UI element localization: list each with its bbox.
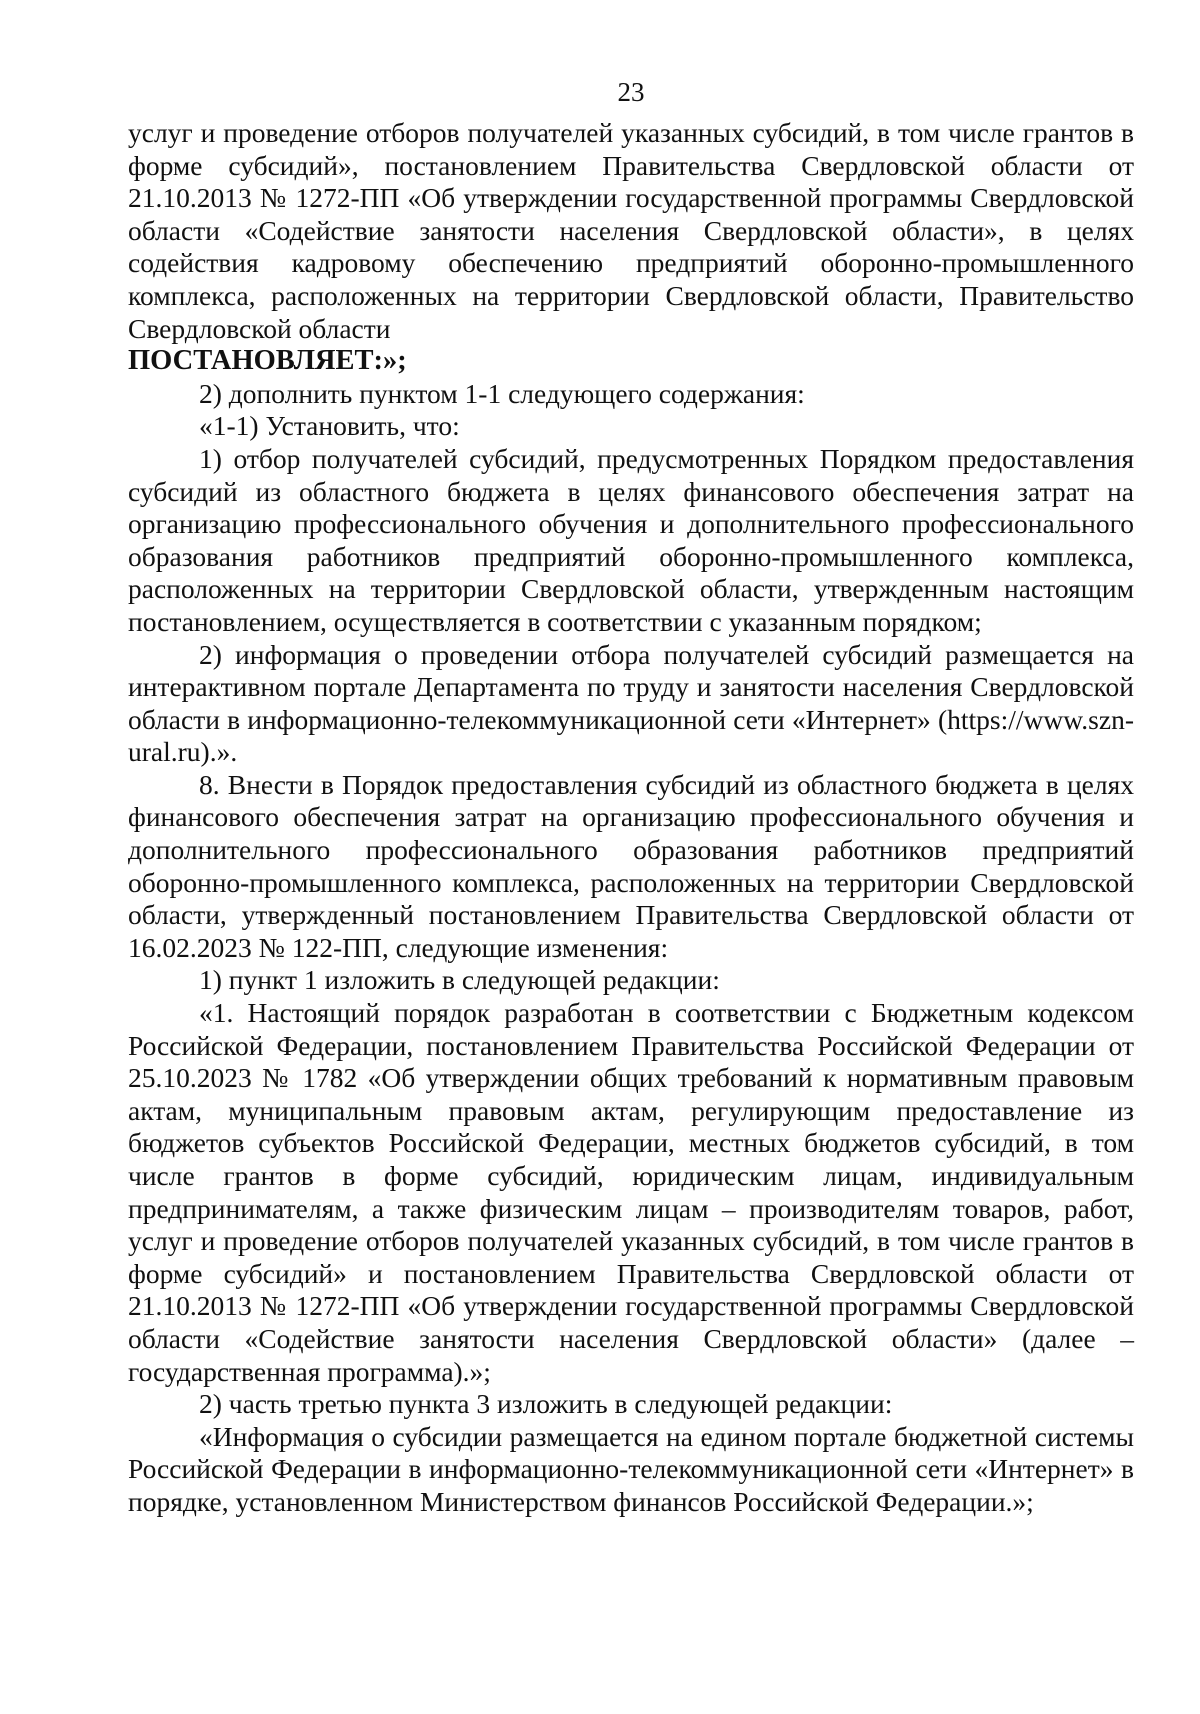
paragraph-point-1-new-text: «1. Настоящий порядок разработан в соответствии с Бюджетным кодексом Российской Федерации, постановлением Правительства Российской Федерации от 25.10.2023 № 1782 «Об утверждении общих требований к нормативным правовым актам, муниципальным правовым актам, регулирующим предоставление из бюджетов субъектов Российской Федерации, местных бюджетов субсидий, в том числе грантов в форме субсидий, юридическим лицам, индивидуальным предпринимателям, а также физическим лицам – производителям товаров, работ, услуг и проведение отборов получателей указанных субсидий, в том числе грантов в форме субсидий» и постановлением Правительства Свердловской области от 21.10.2013 № 1272-ПП «Об утверждении государственной программы Свердловской области «Содействие занятости населения Свердловской области» (далее – государственная программа).»; — [128, 997, 1134, 1387]
paragraph-item-2-add-clause: 2) дополнить пунктом 1-1 следующего содержания: — [199, 377, 805, 409]
paragraph-clause-1-1-item-1: 1) отбор получателей субсидий, предусмотренных Порядком предоставления субсидий из областного бюджета в целях финансового обеспечения затрат на организацию профессионального обучения и дополнительного профессионального образования работников предприятий оборонно-промышленного комплекса, расположенных на территории Свердловской области, утвержденным настоящим постановлением, осуществляется в соответствии с указанным порядком; — [128, 442, 1134, 637]
paragraph-preamble-continuation: услуг и проведение отборов получателей указанных субсидий, в том числе грантов в форме субсидий», постановлением Правительства Свердловской области от 21.10.2013 № 1272-ПП «Об утверждении государственной программы Свердловской области «Содействие занятости населения Свердловской области», в целях содействия кадровому обеспечению предприятий оборонно-промышленного комплекса, расположенных на территории Свердловской области, Правительство Свердловской области — [128, 117, 1134, 344]
page-number: 23 — [617, 77, 645, 107]
paragraph-section-8-item-1: 1) пункт 1 изложить в следующей редакции: — [199, 964, 720, 996]
paragraph-clause-1-1-intro: «1-1) Установить, что: — [199, 410, 460, 442]
paragraph-point-3-new-text: «Информация о субсидии размещается на едином портале бюджетной системы Российской Федерации в информационно-телекоммуникационной сети «Интернет» в порядке, установленном Министерством финансов Российской Федерации.»; — [128, 1420, 1134, 1517]
paragraph-clause-1-1-item-2: 2) информация о проведении отбора получателей субсидий размещается на интерактивном портале Департамента по труду и занятости населения Свердловской области в информационно-телекоммуникационной сети «Интернет» (https://www.szn-ural.ru).». — [128, 638, 1134, 768]
paragraph-section-8: 8. Внести в Порядок предоставления субсидий из областного бюджета в целях финансового обеспечения затрат на организацию профессионального обучения и дополнительного профессионального образования работников предприятий оборонно-промышленного комплекса, расположенных на территории Свердловской области, утвержденный постановлением Правительства Свердловской области от 16.02.2023 № 122-ПП, следующие изменения: — [128, 768, 1134, 963]
document-body — [128, 117, 1134, 1519]
paragraph-decree-keyword: ПОСТАНОВЛЯЕТ:»; — [128, 345, 407, 377]
paragraph-section-8-item-2: 2) часть третью пункта 3 изложить в следующей редакции: — [199, 1388, 893, 1420]
